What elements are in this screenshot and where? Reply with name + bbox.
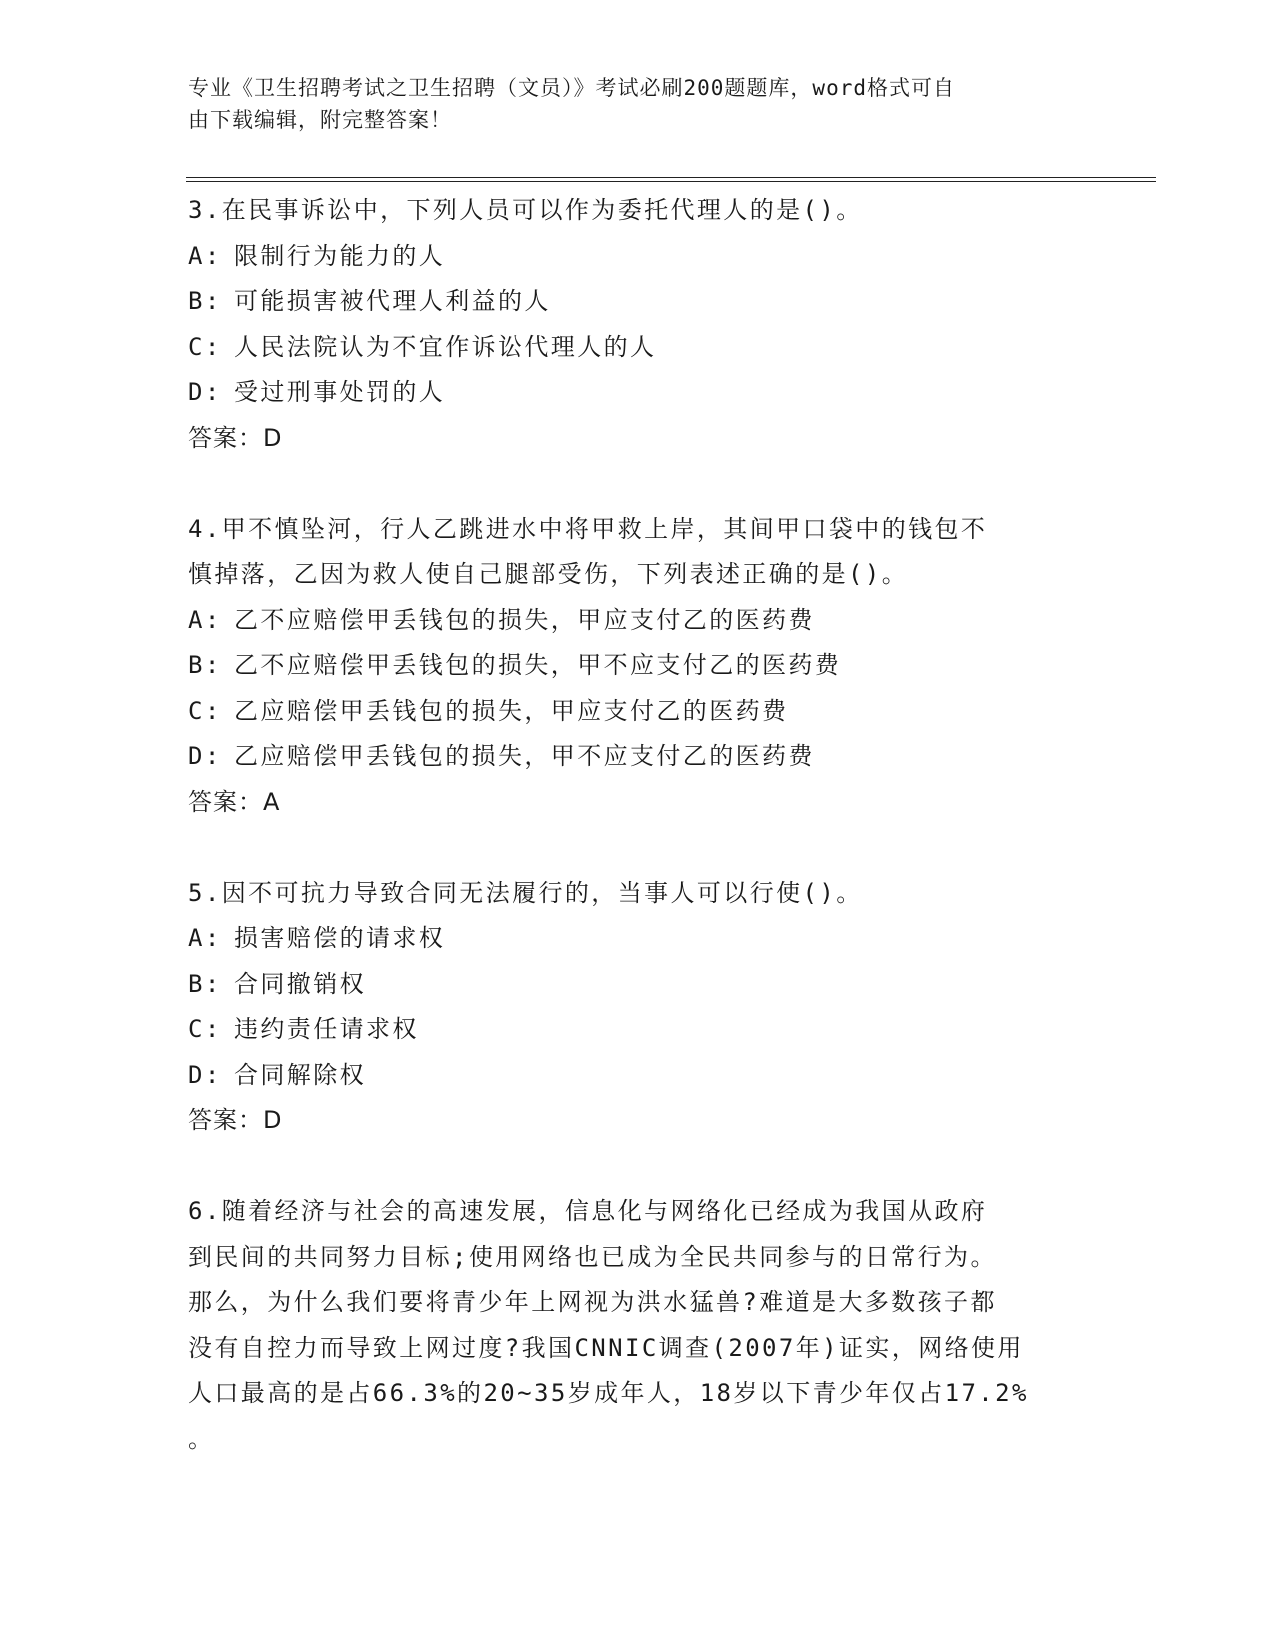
option-c — [188, 1007, 1088, 1053]
option-text: 乙应赔偿甲丢钱包的损失，甲不应支付乙的医药费 — [234, 742, 815, 770]
question-spacer — [188, 461, 1088, 507]
question-spacer — [188, 825, 1088, 871]
option-text: 受过刑事处罚的人 — [234, 378, 446, 406]
option-text: 乙不应赔偿甲丢钱包的损失，甲应支付乙的医药费 — [234, 605, 815, 634]
option-text: 损害赔偿的请求权 — [234, 924, 446, 952]
option-text: 限制行为能力的人 — [234, 241, 446, 270]
answer-line: 答案：A — [188, 787, 281, 816]
option-label: D: — [188, 742, 222, 770]
option-b — [188, 962, 1088, 1008]
option-label: C: — [188, 1015, 222, 1043]
answer-line: 答案：D — [188, 1106, 283, 1134]
option-label: D: — [188, 378, 222, 406]
option-d — [188, 1053, 1088, 1099]
question-stem: 人口最高的是占66.3%的20~35岁成年人，18岁以下青少年仅占17.2% — [188, 1379, 1029, 1407]
option-label: D: — [188, 1060, 222, 1089]
option-label: A: — [188, 605, 222, 634]
question-stem: 慎掉落，乙因为救人使自己腿部受伤，下列表述正确的是()。 — [188, 560, 909, 588]
option-a — [188, 234, 1088, 280]
option-label: C: — [188, 696, 222, 725]
option-label: C: — [188, 332, 222, 361]
option-label: B: — [188, 969, 222, 998]
option-label: A: — [188, 924, 222, 952]
option-text: 人民法院认为不宜作诉讼代理人的人 — [234, 332, 657, 361]
question-3 — [188, 188, 1088, 461]
option-text: 可能损害被代理人利益的人 — [234, 287, 551, 315]
option-label: A: — [188, 241, 222, 270]
option-d — [188, 734, 1088, 780]
question-4 — [188, 507, 1088, 826]
question-stem: 4.甲不慎坠河，行人乙跳进水中将甲救上岸，其间甲口袋中的钱包不 — [188, 514, 988, 543]
option-text: 乙应赔偿甲丢钱包的损失，甲应支付乙的医药费 — [234, 696, 789, 725]
option-a — [188, 598, 1088, 644]
header-line-1: 专业《卫生招聘考试之卫生招聘（文员）》考试必刷200题题库，word格式可自 — [188, 76, 955, 100]
question-stem: 那么，为什么我们要将青少年上网视为洪水猛兽?难道是大多数孩子都 — [188, 1288, 997, 1316]
option-c — [188, 325, 1088, 371]
question-stem: 3.在民事诉讼中，下列人员可以作为委托代理人的是()。 — [188, 196, 863, 224]
question-stem: 到民间的共同努力目标;使用网络也已成为全民共同参与的日常行为。 — [188, 1242, 997, 1271]
option-text: 合同解除权 — [234, 1060, 366, 1089]
question-6 — [188, 1189, 1088, 1462]
question-stem: 5.因不可抗力导致合同无法履行的，当事人可以行使()。 — [188, 878, 863, 907]
question-stem: 6.随着经济与社会的高速发展，信息化与网络化已经成为我国从政府 — [188, 1197, 988, 1225]
option-a — [188, 916, 1088, 962]
option-text: 合同撤销权 — [234, 969, 366, 998]
option-b — [188, 279, 1088, 325]
option-b — [188, 643, 1088, 689]
option-c — [188, 689, 1088, 735]
question-stem: 没有自控力而导致上网过度?我国CNNIC调查(2007年)证实，网络使用 — [188, 1333, 1024, 1362]
option-d — [188, 370, 1088, 416]
question-spacer — [188, 1144, 1088, 1190]
option-label: B: — [188, 651, 222, 679]
document-header — [188, 72, 1088, 136]
question-stem: 。 — [188, 1424, 215, 1453]
option-label: B: — [188, 287, 222, 315]
header-line-2: 由下载编辑，附完整答案！ — [188, 108, 452, 132]
answer-line: 答案：D — [188, 423, 283, 452]
header-divider — [186, 177, 1156, 182]
option-text: 违约责任请求权 — [234, 1015, 419, 1043]
question-5 — [188, 871, 1088, 1144]
option-text: 乙不应赔偿甲丢钱包的损失，甲不应支付乙的医药费 — [234, 651, 842, 679]
question-list — [188, 188, 1088, 1462]
